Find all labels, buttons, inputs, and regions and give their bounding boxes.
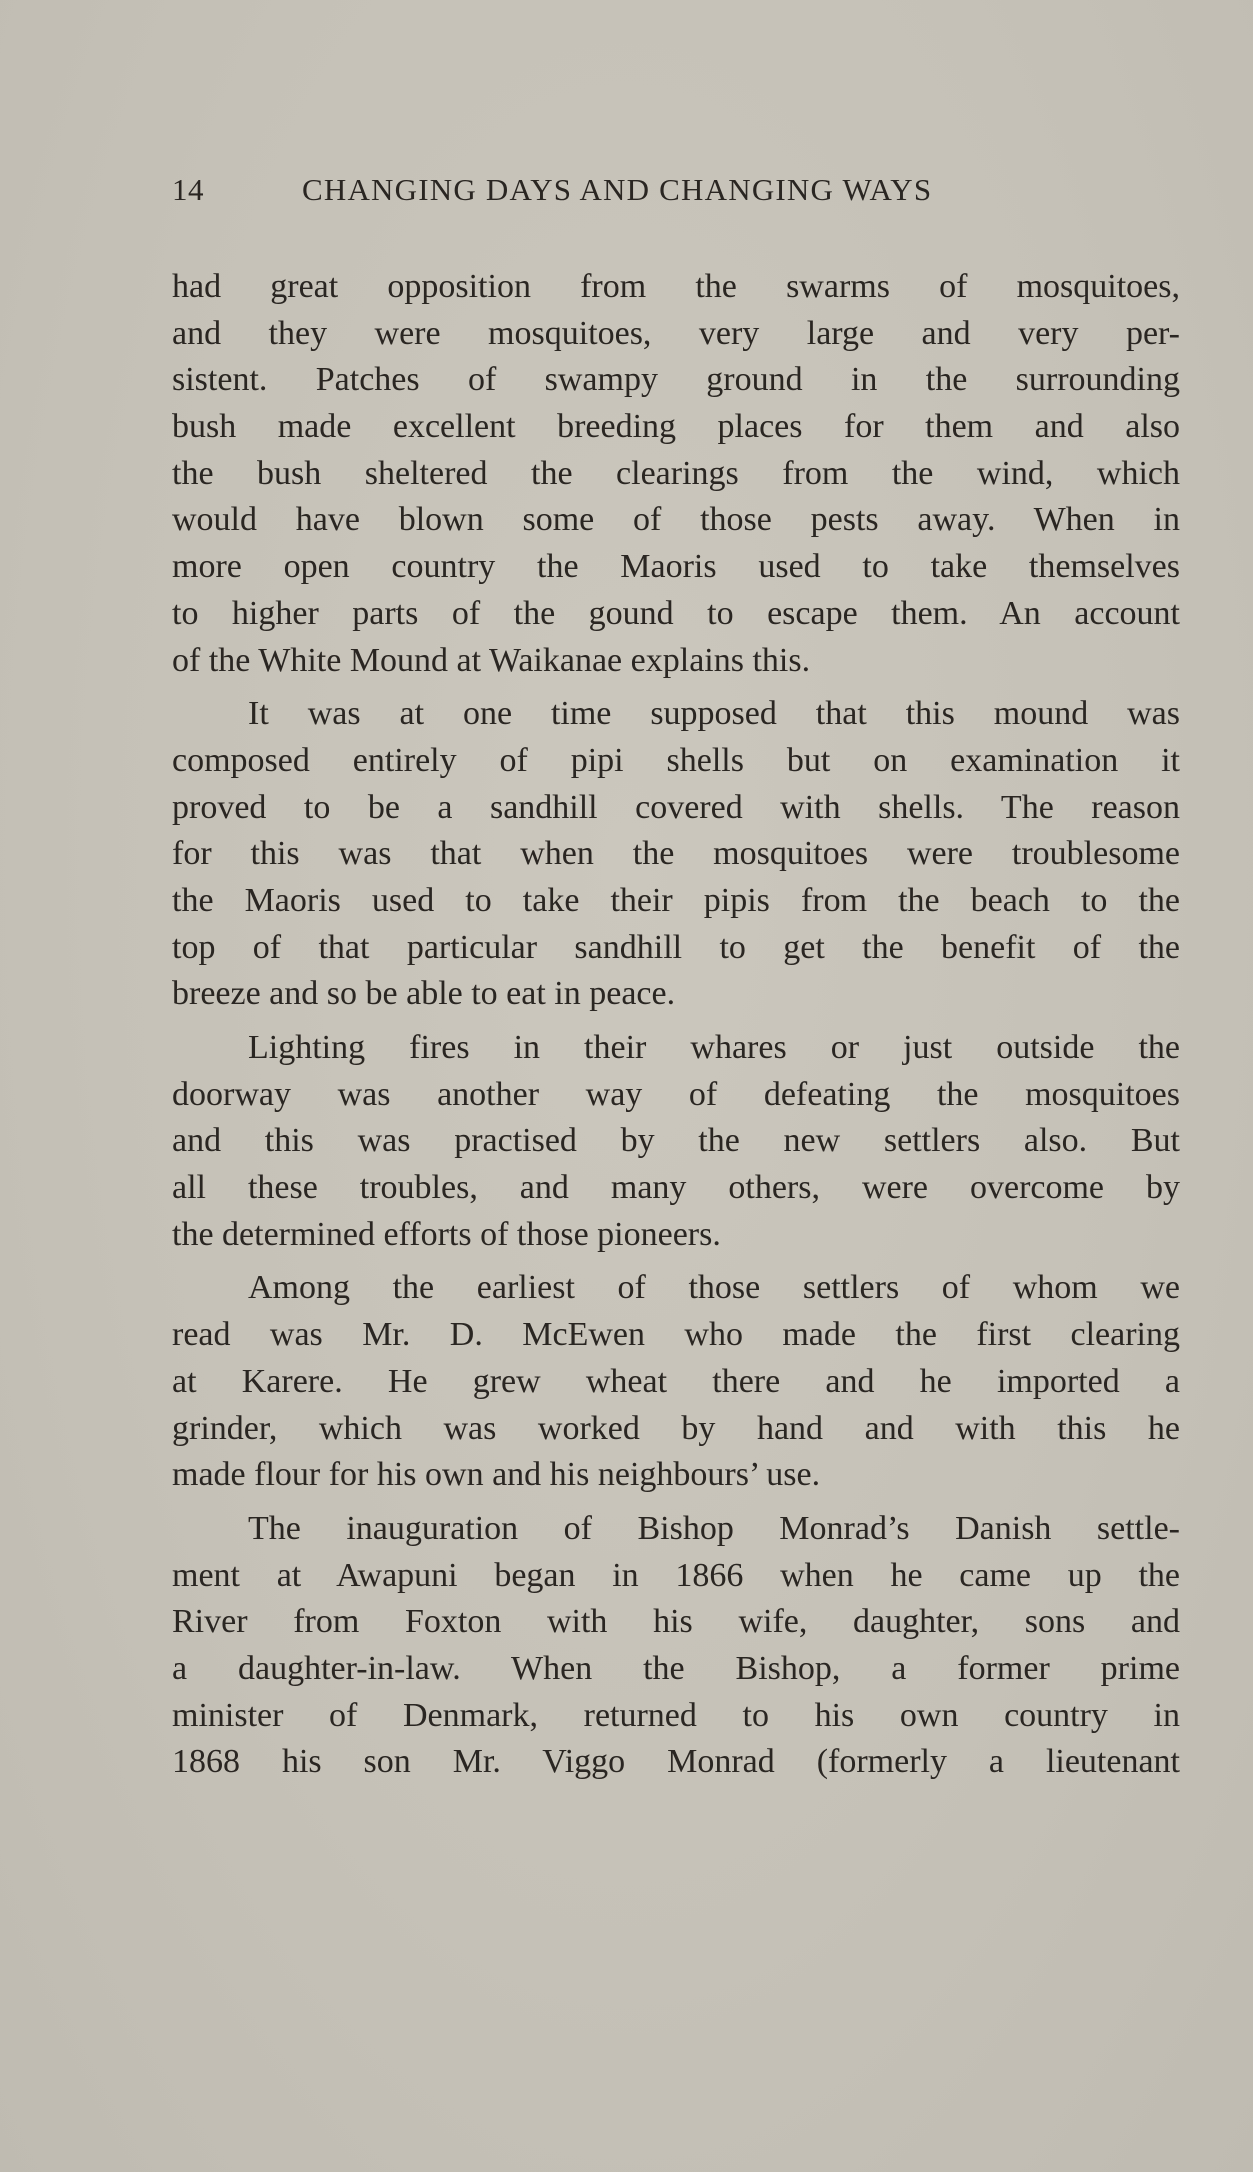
text-line: and they were mosquitoes, very large and very per- [172, 314, 1180, 352]
running-header [172, 172, 1052, 216]
text-line: minister of Denmark, returned to his own country in [172, 1696, 1180, 1734]
text-line: bush made excellent breeding places for them and also [172, 408, 1180, 446]
text-line: proved to be a sandhill covered with shells. The reason [172, 788, 1180, 826]
text-line: to higher parts of the gound to escape them. An account [172, 594, 1180, 632]
text-line: breeze and so be able to eat in peace. [172, 975, 676, 1013]
text-line: of the White Mound at Waikanae explains this. [172, 641, 811, 679]
body-text [172, 264, 1180, 1793]
text-line: doorway was another way of defeating the mosquitoes [172, 1075, 1180, 1113]
paragraph-white-mound [172, 691, 1180, 1018]
text-line: at Karere. He grew wheat there and he imported a [172, 1362, 1180, 1400]
text-line: read was Mr. D. McEwen who made the first clearing [172, 1316, 1180, 1354]
text-line: Among the earliest of those settlers of whom we [248, 1269, 1180, 1307]
text-line: the bush sheltered the clearings from the wind, which [172, 454, 1180, 492]
paragraph-mosquitoes [172, 264, 1180, 684]
text-line: would have blown some of those pests away. When in [172, 501, 1180, 539]
running-title: CHANGING DAYS AND CHANGING WAYS [302, 172, 933, 207]
paragraph-monrad [172, 1506, 1180, 1786]
paragraph-fires [172, 1025, 1180, 1258]
text-line: a daughter-in-law. When the Bishop, a former prime [172, 1649, 1180, 1687]
text-line: made flour for his own and his neighbours’ use. [172, 1456, 821, 1494]
text-line: for this was that when the mosquitoes were troublesome [172, 835, 1180, 873]
text-line: ment at Awapuni began in 1866 when he came up the [172, 1556, 1180, 1594]
page-number: 14 [172, 172, 204, 207]
text-line: River from Foxton with his wife, daughter, sons and [172, 1603, 1180, 1641]
text-line: all these troubles, and many others, were overcome by [172, 1169, 1180, 1207]
text-line: sistent. Patches of swampy ground in the surrounding [172, 361, 1180, 399]
text-line: top of that particular sandhill to get the benefit of the [172, 928, 1180, 966]
text-line: The inauguration of Bishop Monrad’s Danish settle- [248, 1509, 1180, 1547]
text-line: had great opposition from the swarms of mosquitoes, [172, 268, 1180, 305]
text-line: the determined efforts of those pioneers. [172, 1215, 721, 1253]
text-line: 1868 his son Mr. Viggo Monrad (formerly a lieutenant [172, 1743, 1180, 1781]
text-line: grinder, which was worked by hand and with this he [172, 1409, 1180, 1447]
text-line: Lighting fires in their whares or just outside the [248, 1029, 1180, 1066]
text-line: It was at one time supposed that this mound was [248, 695, 1180, 733]
text-line: more open country the Maoris used to take themselves [172, 548, 1180, 586]
text-line: composed entirely of pipi shells but on examination it [172, 741, 1180, 779]
text-line: and this was practised by the new settlers also. But [172, 1122, 1180, 1160]
text-line: the Maoris used to take their pipis from the beach to the [172, 881, 1180, 919]
paragraph-mcewen [172, 1265, 1180, 1498]
